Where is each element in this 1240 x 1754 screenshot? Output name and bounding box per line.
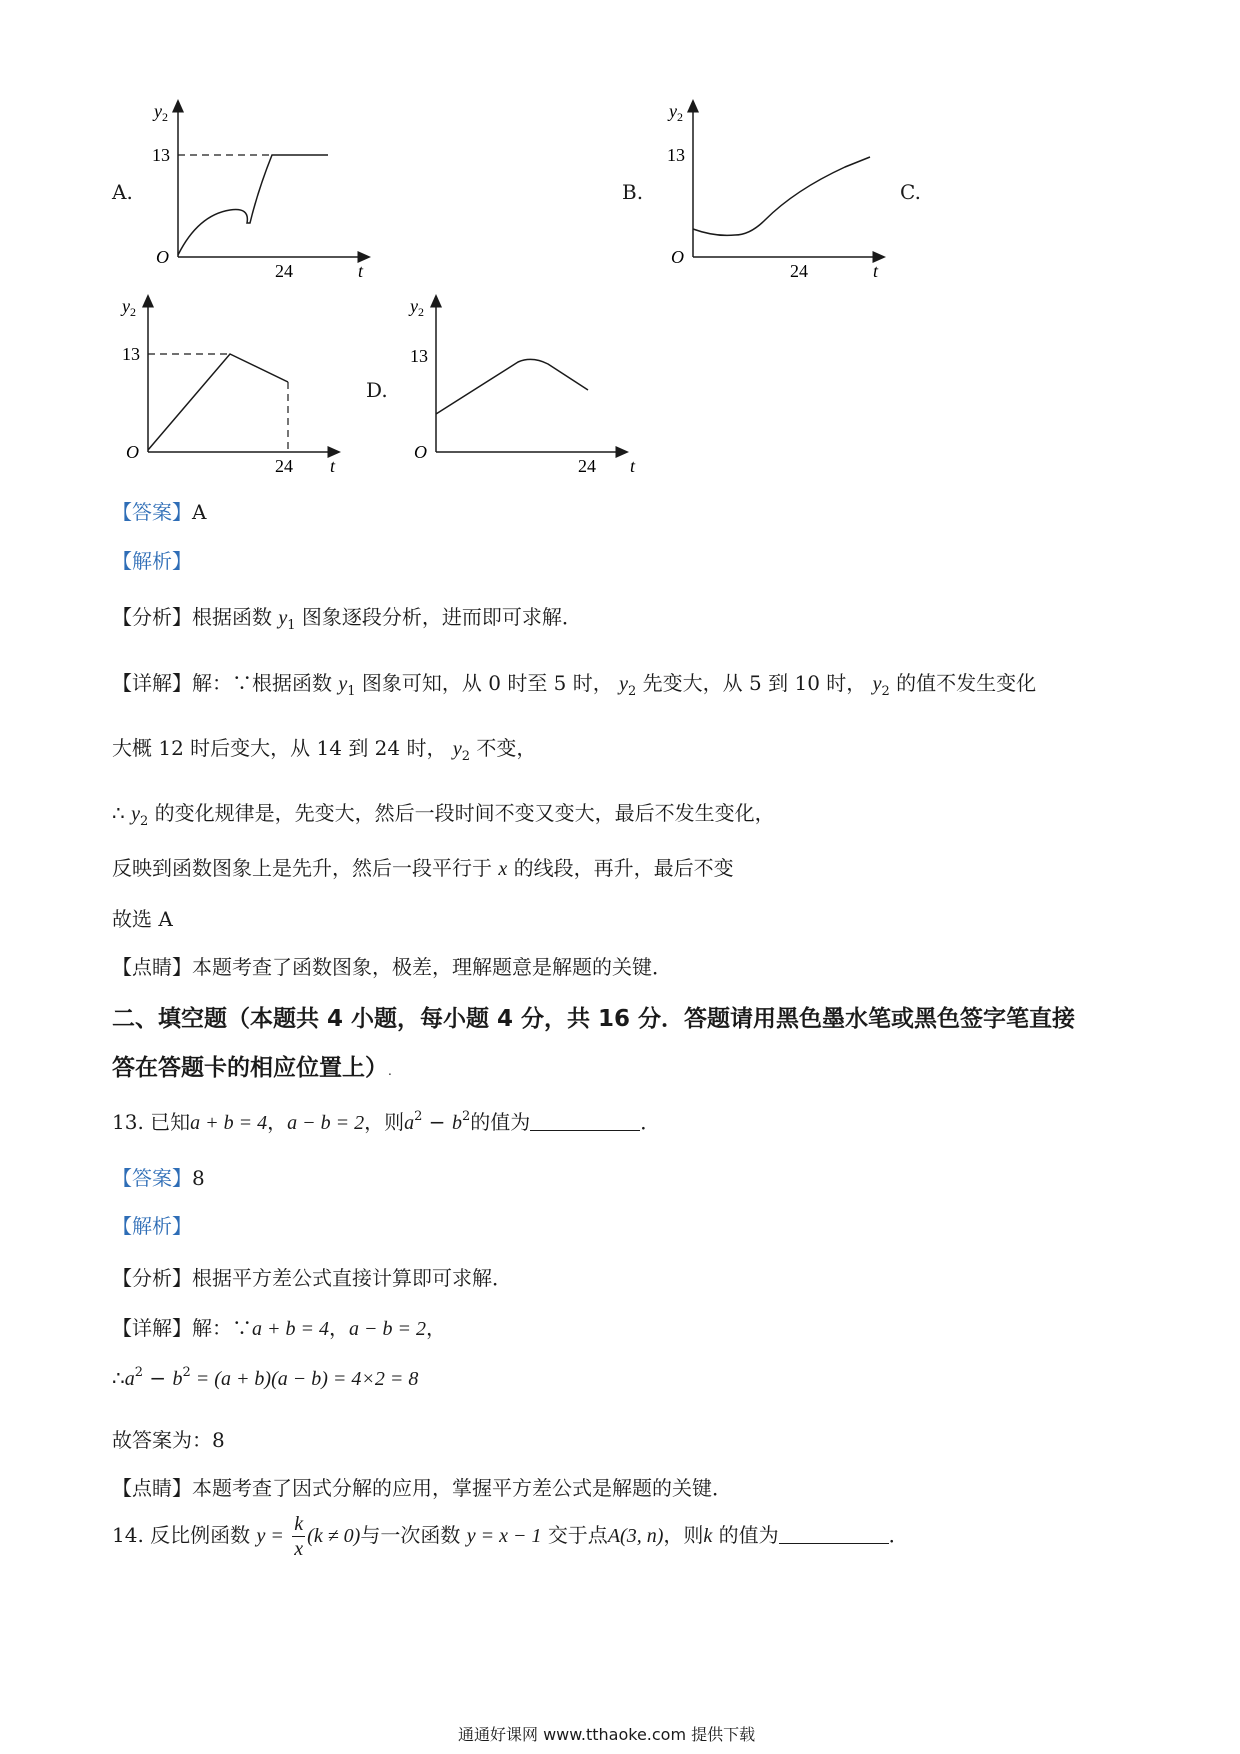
- svg-text:24: 24: [275, 456, 293, 476]
- q12-detail-line3: ∴ $y_2$ 的变化规律是，先变大，然后一段时间不变又变大，最后不发生变化，: [112, 801, 775, 829]
- svg-text:y2: $y_2$: [122, 296, 136, 319]
- q12-answer: 【答案】A: [112, 500, 207, 524]
- x-tick-24: 24: [275, 261, 293, 281]
- q13-answer: 【答案】8: [112, 1166, 205, 1190]
- curve-d: [436, 359, 588, 414]
- page-footer: 通通好课网 www.tthaoke.com 提供下载: [458, 1725, 756, 1744]
- y-tick-13: 13: [152, 145, 170, 165]
- q13-final: 故答案为：8: [112, 1428, 225, 1452]
- curve-c: [148, 354, 288, 450]
- option-d-graph: [398, 290, 638, 480]
- svg-text:t: t: [630, 456, 636, 476]
- q12-choice: 故选 A: [112, 907, 173, 931]
- section2-heading-line2: 答在答题卡的相应位置上）.: [112, 1055, 392, 1081]
- x-axis-label: t: [358, 261, 364, 281]
- svg-text:y2: $y_2$: [669, 101, 683, 124]
- option-a-label: A.: [112, 180, 133, 204]
- q13-fenxi: 【分析】根据平方差公式直接计算即可求解．: [112, 1266, 512, 1290]
- q12-detail-line4: 反映到函数图象上是先升，然后一段平行于 x 的线段，再升，最后不变: [112, 856, 734, 880]
- q14-question: 14. 反比例函数 y = $\frac{k}{x}$ (k ≠ 0)与一次函数 y = x − 1 交于点A(3, n)，则k 的值为 ．: [112, 1513, 909, 1560]
- q14-fraction: $\frac{k}{x}$: [294, 1513, 304, 1560]
- origin-label: O: [156, 247, 169, 267]
- q14-answer-blank[interactable]: [779, 1525, 889, 1544]
- q12-fenxi: 【分析】根据函数 $y_1$ 图象逐段分析，进而即可求解．: [112, 605, 582, 633]
- q13-question: 13. 已知a + b = 4，a − b = 2，则$a^2 - b^2$的值为 ．: [112, 1109, 661, 1134]
- q13-detail-line2: $\therefore a^2 - b^2 = (a + b)(a - b) = 4\times 2 = 8$: [112, 1365, 419, 1390]
- q13-detail-line1: 【详解】解：∵a + b = 4，a − b = 2，: [112, 1316, 446, 1340]
- q13-answer-blank[interactable]: [530, 1112, 640, 1131]
- svg-text:t: t: [873, 261, 879, 281]
- section2-heading-line1: 二、填空题（本题共 4 小题，每小题 4 分，共 16 分．答题请用黑色墨水笔或黑色签字笔直接: [112, 1006, 1076, 1032]
- q12-detail-line2: 大概 12 时后变大，从 14 到 24 时， $y_2$ 不变，: [112, 736, 537, 764]
- option-a-graph: [140, 95, 380, 285]
- svg-text:O: O: [671, 247, 684, 267]
- q12-detail-line1: 【详解】解：∵根据函数 $y_1$ 图象可知，从 0 时至 5 时， $y_2$ 先变大，从 5 到 10 时， $y_2$ 的值不发生变化: [112, 671, 1037, 699]
- option-d-label: D.: [366, 378, 388, 402]
- option-b-graph: [655, 95, 895, 285]
- svg-text:O: O: [414, 442, 427, 462]
- option-b-label: B.: [622, 180, 644, 204]
- svg-text:24: 24: [578, 456, 596, 476]
- curve-b: [693, 157, 870, 235]
- q13-dianjing: 【点睛】本题考查了因式分解的应用，掌握平方差公式是解题的关键．: [112, 1476, 732, 1500]
- option-c-graph: [110, 290, 350, 480]
- svg-text:O: O: [126, 442, 139, 462]
- option-c-label: C.: [900, 180, 921, 204]
- curve-a: [178, 155, 328, 255]
- svg-text:13: 13: [122, 344, 140, 364]
- svg-text:13: 13: [410, 346, 428, 366]
- q12-dianjing: 【点睛】本题考查了函数图象，极差，理解题意是解题的关键．: [112, 955, 672, 979]
- y-axis-label: $y_2$: [154, 101, 168, 124]
- svg-text:24: 24: [790, 261, 808, 281]
- svg-text:y2: $y_2$: [410, 296, 424, 319]
- svg-text:t: t: [330, 456, 336, 476]
- q12-analysis-tag: 【解析】: [112, 549, 192, 573]
- q13-analysis-tag: 【解析】: [112, 1214, 192, 1238]
- svg-text:13: 13: [667, 145, 685, 165]
